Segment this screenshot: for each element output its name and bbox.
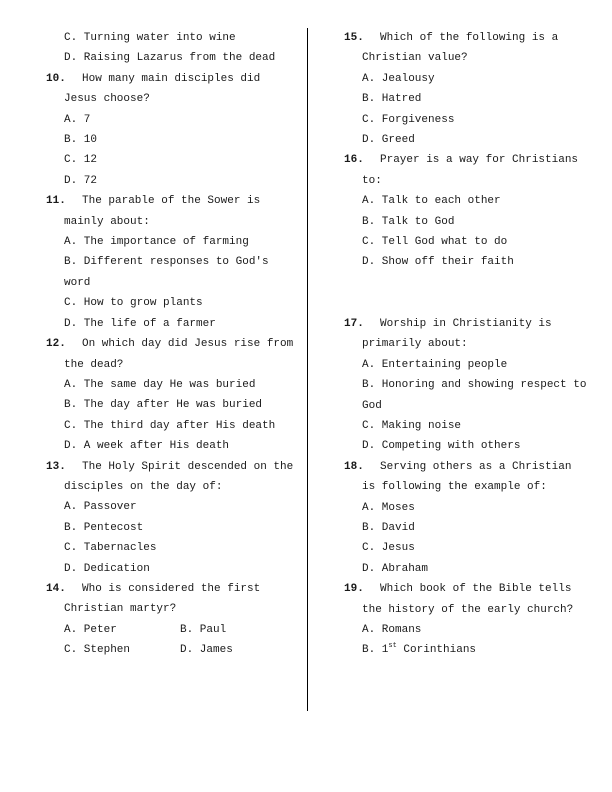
option-c: C. Stephen xyxy=(64,644,131,657)
question-15 xyxy=(344,28,590,69)
right-column xyxy=(344,28,590,661)
question-number: 17. xyxy=(344,317,364,330)
option-d: D. James xyxy=(180,644,233,657)
option-d: D. Greed xyxy=(362,134,415,147)
option-a: A. Jealousy xyxy=(362,72,435,85)
option-a: A. Entertaining people xyxy=(362,358,508,371)
option-a: A. The same day He was buried xyxy=(64,378,256,391)
question-text: How many main disciples did Jesus choose? xyxy=(64,72,261,106)
question-14 xyxy=(46,579,296,620)
option-a: A. Moses xyxy=(362,501,415,514)
option-a: A. Peter xyxy=(64,623,117,636)
question-text: Prayer is a way for Christians to: xyxy=(362,154,579,187)
question-10 xyxy=(46,69,296,110)
option-row xyxy=(46,640,296,660)
option-b: B. Paul xyxy=(180,623,227,636)
option-d: D. Abraham xyxy=(362,562,429,575)
option-b: B. Talk to God xyxy=(362,215,455,228)
option-d: D. A week after His death xyxy=(64,440,230,453)
option-suffix: Corinthians xyxy=(396,644,477,657)
option-d: D. The life of a farmer xyxy=(64,317,216,330)
option-b: B. Hatred xyxy=(362,93,422,106)
question-number: 10. xyxy=(46,72,66,85)
question-13 xyxy=(46,457,296,498)
option-a: A. 7 xyxy=(64,113,91,126)
question-number: 16. xyxy=(344,154,364,167)
question-17 xyxy=(344,314,590,355)
question-text: On which day did Jesus rise from the dead? xyxy=(64,338,294,371)
option-c: C. Jesus xyxy=(362,542,415,555)
option-c: C. 12 xyxy=(64,154,98,167)
option-a: A. The importance of farming xyxy=(64,236,249,249)
option-c: C. How to grow plants xyxy=(64,297,203,310)
option-c: C. Turning water into wine xyxy=(64,32,236,44)
option-d: D. Show off their faith xyxy=(362,256,514,269)
option-c: C. Tabernacles xyxy=(64,542,157,555)
question-11 xyxy=(46,191,296,232)
question-text: Worship in Christianity is primarily about: xyxy=(362,317,552,351)
option-a: A. Talk to each other xyxy=(362,195,501,208)
option-b xyxy=(344,640,590,660)
question-number: 11. xyxy=(46,195,66,208)
option-c: C. The third day after His death xyxy=(64,419,276,432)
option-d: D. Dedication xyxy=(64,562,150,575)
option-c: C. Forgiveness xyxy=(362,113,455,126)
option-b: B. David xyxy=(362,521,415,534)
option-row xyxy=(46,620,296,640)
left-column xyxy=(46,28,296,661)
option-b: B. Different responses to God's word xyxy=(64,256,269,289)
option-a: A. Romans xyxy=(362,623,422,636)
question-text: The Holy Spirit descended on the disciples on the day of: xyxy=(64,460,294,493)
option-d: D. 72 xyxy=(64,174,98,187)
question-18 xyxy=(344,457,590,498)
option-a: A. Passover xyxy=(64,501,137,514)
option-d: D. Raising Lazarus from the dead xyxy=(64,52,276,65)
option-c: C. Tell God what to do xyxy=(362,236,508,249)
option-c: C. Making noise xyxy=(362,419,462,432)
column-divider xyxy=(307,28,308,711)
ordinal-superscript: st xyxy=(388,642,397,651)
question-number: 15. xyxy=(344,32,364,44)
option-b: B. 10 xyxy=(64,134,98,147)
option-b: B. Honoring and showing respect to God xyxy=(362,379,587,412)
question-19 xyxy=(344,579,590,620)
question-text: Which book of the Bible tells the history of the early church? xyxy=(362,583,574,616)
question-number: 19. xyxy=(344,583,364,596)
question-text: Who is considered the first Christian martyr? xyxy=(64,582,261,616)
question-text: Which of the following is a Christian value? xyxy=(362,32,559,65)
option-b: B. Pentecost xyxy=(64,521,144,534)
question-number: 13. xyxy=(46,460,66,473)
question-text: The parable of the Sower is mainly about: xyxy=(64,195,261,228)
question-number: 12. xyxy=(46,338,66,351)
question-number: 18. xyxy=(344,460,364,473)
question-number: 14. xyxy=(46,582,66,595)
option-d: D. Competing with others xyxy=(362,440,521,453)
option-b: B. The day after He was buried xyxy=(64,399,263,412)
question-text: Serving others as a Christian is following the example of: xyxy=(362,460,572,494)
option-prefix: B. 1 xyxy=(362,644,389,657)
question-16 xyxy=(344,150,590,191)
question-12 xyxy=(46,334,296,375)
blank-space xyxy=(344,273,590,314)
